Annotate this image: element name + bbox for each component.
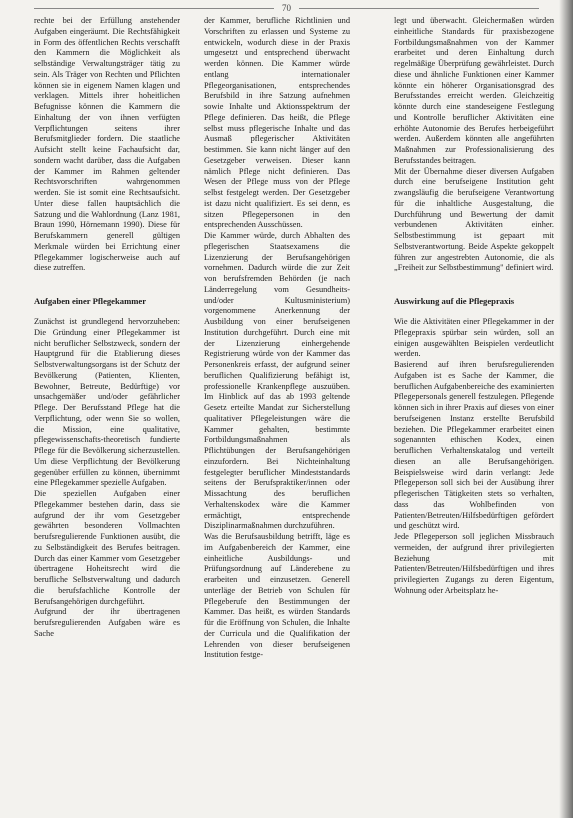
page-edge-shadow [559,0,573,818]
paragraph: Aufgrund der ihr übertragenen berufsregulierenden Aufgaben wäre es Sache [34,607,180,638]
paragraph: Was die Berufsausbildung betrifft, läge es im Aufgabenbereich der Kammer, eine einheitliche Ausbildungs- und Prüfungsordnung auf Länderebene zu erarbeiten und einzusetzen. Generell unterläge der Betrieb von Schulen für Pflegeberufe den Bestimmungen der Kammer. Das heißt, es würden Standards für die Eröffnung von Schulen, die Inhalte der Curricula und die Qualifikation der Lehrenden von dieser berufseigenen Institution festge- [204,532,350,660]
page-number: 70 [0,3,573,13]
paragraph: Wie die Aktivitäten einer Pflegekammer in der Pflegepraxis spürbar sein würden, soll an einigen ausgewählten Beispielen verdeutlicht werden. [394,317,554,359]
paragraph: Mit der Übernahme dieser diversen Aufgaben durch eine berufseigene Institution geht zwangsläufig die berufseigene Verantwortung für die inhaltliche Ausgestaltung, die Durchführung und Bewertung der damit verbundenen Aktivitäten einher. Selbstbestimmung ist gepaart mit Selbstverantwortung. Beide Aspekte gekoppelt führen zur angestrebten Autonomie, die als „Freiheit zur Selbstbestimmung" definiert wird. [394,166,554,273]
paragraph: Basierend auf ihren berufsregulierenden Aufgaben ist es Sache der Kammer, die beruflichen Aufgabenbereiche des examinierten Pflegepersonals generell festzulegen. Pflegende können sich in ihrer Praxis auf dieses von einer berufseigenen Instanz erstellte Berufsbild beziehen. Die Pflegekammer erarbeitet einen sogenannten ethischen Kodex, einen beruflichen Verhaltenskatalog und verteilt diesen an alle Berufsangehörigen. Beispielsweise wird darin verlangt: Jede Pflegeperson soll sich bei der Ausübung ihrer pflegerischen Tätigkeiten stets so verhalten, dass das Wohlbefinden von Patienten/Betreuten/Hilfsbedürftigen gefördert und geschützt wird. [394,360,554,531]
paragraph: Zunächst ist grundlegend hervorzuheben: Die Gründung einer Pflegekammer ist nicht beruflicher Selbstzweck, sondern der Hauptgrund für die Etablierung dieses Selbstverwaltungsorgans ist der Schutz der Bevölkerung (Patienten, Klienten, Bewohner, Betreute, Bedürftige) vor unsachgemäßer und/oder gefährlicher Pflege. Der Berufsstand Pflege hat die Verpflichtung, oder wenn Sie so wollen, die Mission, eine qualitative, pflegewissenschafts-theoretisch fundierte Pflege für die Bevölkerung sicherzustellen. Um diese Verpflichtung der Bevölkerung gegenüber erfüllen zu können, übernimmt eine Pflegekammer spezielle Aufgaben. [34,317,180,488]
text-column-3 [394,16,554,597]
section-heading: Aufgaben einer Pflegekammer [34,295,147,306]
text-column-1 [34,16,180,640]
paragraph: Die speziellen Aufgaben einer Pflegekammer bestehen darin, dass sie aufgrund der ihr vom Gesetzgeber gewährten besonderen Vollmachten berufsregulierende Funktionen ausübt, die zu Selbständigkeit des Berufes beitragen. Durch das einer Kammer vom Gesetzgeber übertragene Hoheitsrecht wird die berufliche Selbstverwaltung und dadurch die berufsfachliche Kontrolle der Berufsangehörigen durchgeführt. [34,489,180,606]
section-heading: Auswirkung auf die Pflegepraxis [394,295,515,306]
paragraph: der Kammer, berufliche Richtlinien und Vorschriften zu erlassen und Systeme zu entwickeln, wodurch diese in der Praxis umgesetzt und entsprechend überwacht werden können. Die Kammer würde entlang internationaler Pflegeorganisationen, entsprechendes Berufsbild in ihre Satzung aufnehmen sowie Inhalte und Aktionsspektrum der Pflege definieren. Das heißt, die Pflege selbst muss pflegerische Inhalte und das Ausmaß pflegerischer Aktivitäten bestimmen. Sie kann nicht länger auf den Gesetzgeber verweisen. Dieser kann nämlich Pflege nicht definieren. Das Wesen der Pflege muss von der Pflege selbst festgelegt werden. Der Gesetzgeber ist dazu nicht qualifiziert. Es sei denn, es sitzen Pflegepersonen in den entsprechenden Ausschüssen. [204,16,350,230]
paragraph: legt und überwacht. Gleichermaßen würden einheitliche Standards für praxisbezogene Fortbildungsmaßnahmen von der Kammer erarbeitet und deren Einhaltung durch regelmäßige Überprüfung gewährleistet. Durch diese und ähnliche Funktionen einer Kammer könnte ein höherer Organisationsgrad des Berufsstandes erreicht werden. Gleichzeitig könnte durch eine standeseigene Festlegung und Kontrolle beruflicher Aktivitäten eine erhöhte Autonomie des Berufes herbeigeführt werden. Außerdem könnten alle angeführten Maßnahmen zur Professionalisierung des Berufsstandes beitragen. [394,16,554,165]
paragraph: rechte bei der Erfüllung anstehender Aufgaben eingeräumt. Die Rechtsfähigkeit in Form des öffentlichen Rechts verschafft den Kammern die Möglichkeit als selbständige Verwaltungsträger tätig zu sein. Als Träger von Rechten und Pflichten können sie in eigenem Namen klagen und verklagen. Mittels ihrer hoheitlichen Befugnisse können die Kammern die Einhaltung der von ihnen verfügten Verpflichtungen seitens ihrer Berufsmitglieder fordern. Die staatliche Aufsicht stellt keine Fachaufsicht dar, sondern wacht darüber, dass die Aufgaben der Kammer im Rahmen geltender Rechtsvorschriften wahrgenommen werden. Sie ist somit eine Rechtsaufsicht. Unter diese fallen hauptsächlich die Satzung und die Wahlordnung (Lanz 1981, Braun 1990, Hörnemann 1990). Diese für Berufskammern generell gültigen Merkmale würden bei Errichtung einer Pflegekammer logischerweise auch auf diese zutreffen. [34,16,180,273]
paragraph: Jede Pflegeperson soll jeglichen Missbrauch vermeiden, der aufgrund ihrer privilegierten Beziehung mit Patienten/Betreuten/Hilfsbedürftigen und ihres privilegierten Zugangs zu deren Eigentum, Wohnung oder Arbeitsplatz he- [394,532,554,595]
text-column-2 [204,16,350,661]
paragraph: Die Kammer würde, durch Abhalten des pflegerischen Staatsexamens die Lizenzierung der Berufsangehörigen vornehmen. Dadurch würde die zur Zeit von berufsfremden Behörden (je nach Länderregelung vom Gesundheits- und/oder Kultusministerium) vorgenommene Anerkennung der Ausbildung von einer berufseigenen Institution durchgeführt. Durch eine mit der Lizenzierung einhergehende Registrierung würde von der Kammer das Personenkreis erfasst, der aufgrund seiner beruflichen Qualifizierung befähigt ist, professionelle Krankenpflege auszuüben. Im Hinblick auf das ab 1993 geltende Gesetz erteilte Mandat zur Sicherstellung qualitativer Pflegeleistungen wäre die Kammer gehalten, bestimmte Fortbildungsmaßnahmen als Pflichtübungen der Berufsangehörigen einzufordern. Bei Nichteinhaltung festgelegter beruflicher Mindeststandards seitens der Berufspraktiker/innen oder Missachtung des beruflichen Verhaltenskodex wäre die Kammer ermächtigt, entsprechende Disziplinarmaßnahmen durchzuführen. [204,231,350,531]
